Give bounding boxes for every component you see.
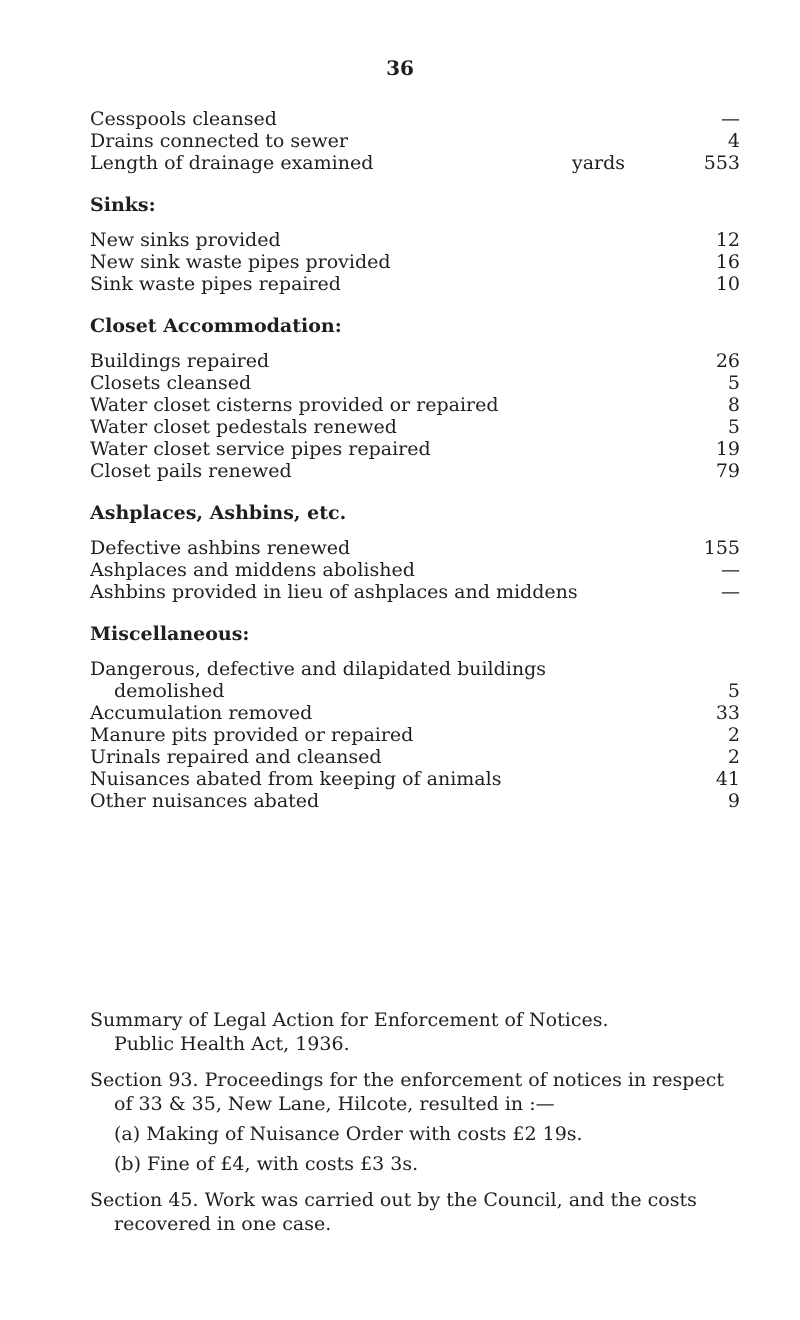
stat-row xyxy=(90,130,740,152)
section-heading-ashplaces: Ashplaces, Ashbins, etc. xyxy=(90,502,347,524)
stat-label: Water closet cisterns provided or repaired xyxy=(90,394,499,416)
stat-row xyxy=(90,229,740,251)
stat-row xyxy=(90,273,740,295)
stat-value: 79 xyxy=(715,460,740,482)
stat-row xyxy=(90,702,740,724)
stat-row xyxy=(90,251,740,273)
stat-value: 5 xyxy=(727,680,740,702)
stat-row xyxy=(90,724,740,746)
stat-value: 553 xyxy=(703,152,740,174)
stat-label: Length of drainage examined xyxy=(90,152,374,174)
stat-label: Sink waste pipes repaired xyxy=(90,273,341,295)
stat-row xyxy=(90,559,740,581)
stat-value: 10 xyxy=(715,273,740,295)
stat-row xyxy=(90,537,740,559)
stat-value: 5 xyxy=(727,416,740,438)
stat-row xyxy=(90,108,740,130)
stat-value: 33 xyxy=(715,702,740,724)
summary-title: Summary of Legal Action for Enforcement of Notices. xyxy=(90,1009,609,1031)
stat-label: Buildings repaired xyxy=(90,350,270,372)
section-93-paragraph: Section 93. Proceedings for the enforcement of notices in respect of 33 & 35, New Lane, Hilcote, resulted in :— xyxy=(90,1069,724,1115)
stat-label: Nuisances abated from keeping of animals xyxy=(90,768,502,790)
stat-row xyxy=(90,768,740,790)
stat-label: Manure pits provided or repaired xyxy=(90,724,414,746)
stat-unit: yards xyxy=(572,152,626,174)
stat-label: Ashbins provided in lieu of ashplaces and middens xyxy=(90,581,578,603)
stat-label: Accumulation removed xyxy=(90,702,313,724)
stat-value: 8 xyxy=(727,394,740,416)
stat-value: 41 xyxy=(715,768,740,790)
legal-action-summary xyxy=(90,1008,740,1236)
summary-subtitle: Public Health Act, 1936. xyxy=(114,1033,350,1055)
stat-value: 2 xyxy=(727,746,740,768)
stat-label: Closets cleansed xyxy=(90,372,252,394)
stat-value: 19 xyxy=(715,438,740,460)
stat-value: 26 xyxy=(715,350,740,372)
stat-row xyxy=(90,680,740,702)
stat-label: Defective ashbins renewed xyxy=(90,537,351,559)
section-heading-miscellaneous: Miscellaneous: xyxy=(90,623,250,645)
stat-label: Dangerous, defective and dilapidated buildings xyxy=(90,658,547,680)
stat-row xyxy=(90,581,740,603)
stat-label: Water closet service pipes repaired xyxy=(90,438,431,460)
stat-value: 4 xyxy=(727,130,740,152)
stat-label: Cesspools cleansed xyxy=(90,108,277,130)
stat-value: 5 xyxy=(727,372,740,394)
stat-row xyxy=(90,438,740,460)
stat-value: — xyxy=(721,559,740,581)
stat-label: Water closet pedestals renewed xyxy=(90,416,397,438)
stat-row xyxy=(90,394,740,416)
item-a: (a) Making of Nuisance Order with costs £2 19s. xyxy=(114,1123,583,1145)
section-heading-closets: Closet Accommodation: xyxy=(90,315,342,337)
section-heading-sinks: Sinks: xyxy=(90,194,156,216)
stat-row xyxy=(90,152,740,174)
page-number: 36 xyxy=(386,56,414,80)
stat-row xyxy=(90,350,740,372)
stat-value: 9 xyxy=(727,790,740,812)
stat-label: Drains connected to sewer xyxy=(90,130,348,152)
stat-label: Closet pails renewed xyxy=(90,460,292,482)
stat-value: 2 xyxy=(727,724,740,746)
stat-row xyxy=(90,372,740,394)
stat-row xyxy=(90,460,740,482)
item-b: (b) Fine of £4, with costs £3 3s. xyxy=(114,1153,419,1175)
stat-row xyxy=(90,746,740,768)
stat-row xyxy=(90,790,740,812)
stat-label: New sink waste pipes provided xyxy=(90,251,391,273)
stat-value: 16 xyxy=(715,251,740,273)
stat-value: — xyxy=(721,108,740,130)
stat-value: 155 xyxy=(703,537,740,559)
stat-label: New sinks provided xyxy=(90,229,281,251)
stat-value: — xyxy=(721,581,740,603)
stat-label-continued: demolished xyxy=(114,680,225,702)
stat-label: Other nuisances abated xyxy=(90,790,320,812)
stat-row xyxy=(90,416,740,438)
stat-value: 12 xyxy=(715,229,740,251)
statistics-list xyxy=(90,108,740,812)
section-45-paragraph: Section 45. Work was carried out by the Council, and the costs recovered in one case. xyxy=(90,1189,697,1235)
stat-row-multiline xyxy=(90,658,740,702)
stat-label: Ashplaces and middens abolished xyxy=(90,559,415,581)
stat-label: Urinals repaired and cleansed xyxy=(90,746,382,768)
